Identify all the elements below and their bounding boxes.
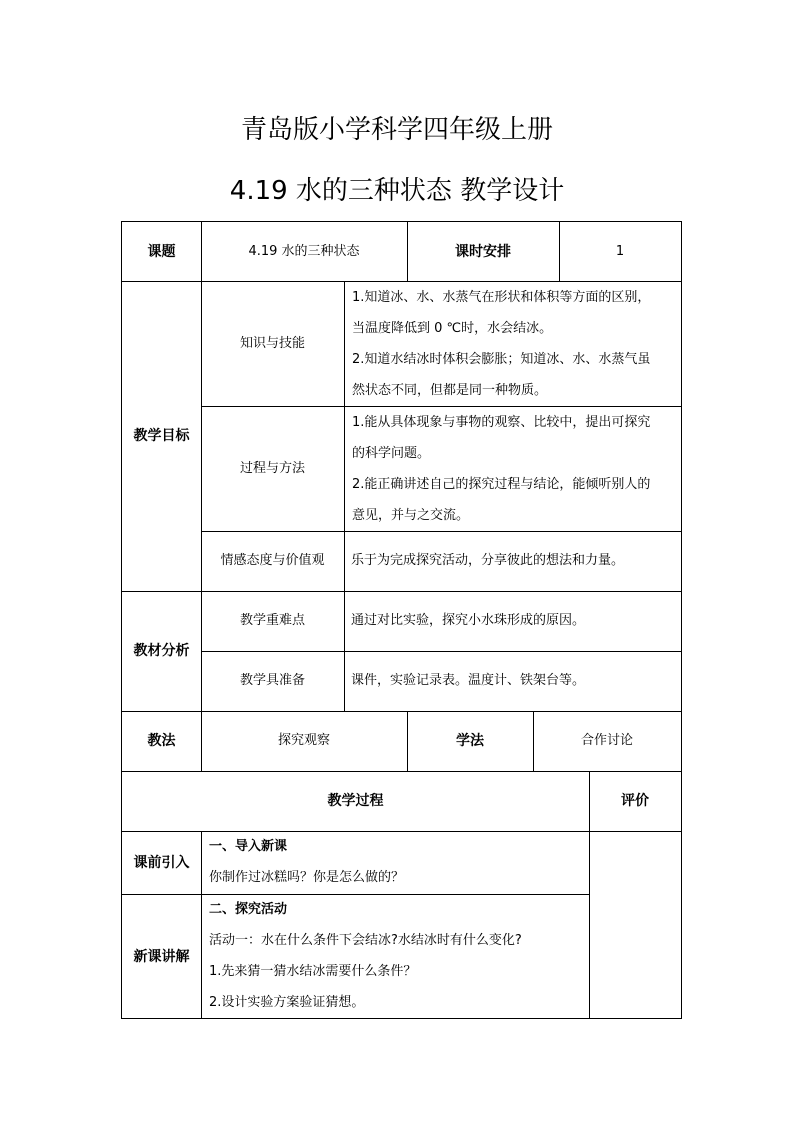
new-lesson-line: 2.设计实验方案验证猜想。 — [209, 995, 365, 1010]
new-lesson-heading: 二、探究活动 — [209, 902, 288, 917]
new-lesson-line: 1.先来猜一猜水结冰需要什么条件？ — [209, 964, 417, 979]
learning-method-label: 学法 — [456, 733, 484, 749]
table-rule — [533, 711, 534, 772]
process-header-label: 教学过程 — [327, 793, 384, 809]
schedule-value: 1 — [615, 243, 625, 259]
table-border-outer — [681, 221, 682, 1019]
table-rule — [201, 406, 682, 407]
table-rule — [344, 281, 345, 712]
table-rule — [121, 711, 682, 712]
teaching-method-value: 探究观察 — [277, 733, 330, 748]
key-points-label: 教学重难点 — [239, 613, 305, 628]
table-rule — [201, 711, 202, 772]
topic-value: 4.19 水的三种状态 — [248, 243, 360, 259]
table-rule — [121, 831, 682, 832]
intro-label: 课前引入 — [133, 854, 190, 871]
table-rule — [201, 531, 682, 532]
table-rule — [201, 281, 202, 712]
intro-heading: 一、导入新课 — [209, 839, 288, 854]
table-rule — [589, 771, 590, 1019]
table-rule — [407, 711, 408, 772]
schedule-label: 课时安排 — [455, 243, 511, 260]
process-line: 的科学问题。 — [352, 446, 431, 461]
key-points-content: 通过对比实验，探究小水珠形成的原因。 — [351, 613, 586, 628]
new-lesson-content — [201, 894, 589, 1019]
topic-label: 课题 — [147, 243, 176, 260]
knowledge-line: 2.知道水结冰时体积会膨胀；知道冰、水、水蒸气虽 — [352, 352, 651, 367]
table-rule — [559, 221, 560, 282]
process-line: 意见，并与之交流。 — [352, 508, 470, 523]
attitude-label: 情感态度与价值观 — [220, 553, 325, 568]
table-rule — [121, 771, 682, 772]
document-title: 青岛版小学科学四年级上册 — [240, 115, 553, 145]
table-rule — [121, 591, 682, 592]
teaching-method-label: 教法 — [147, 733, 176, 749]
table-rule — [201, 651, 682, 652]
evaluation-header-label: 评价 — [621, 793, 649, 809]
table-rule — [121, 281, 682, 282]
table-border-outer — [121, 1018, 682, 1019]
new-lesson-label: 新课讲解 — [133, 948, 190, 965]
analysis-label: 教材分析 — [133, 643, 190, 659]
new-lesson-line: 活动一：水在什么条件下会结冰?水结冰时有什么变化? — [209, 933, 522, 948]
table-border-outer — [121, 221, 682, 222]
objectives-label: 教学目标 — [133, 428, 190, 444]
knowledge-content — [344, 282, 681, 406]
table-rule — [121, 894, 589, 895]
table-rule — [407, 221, 408, 282]
process-content — [344, 407, 681, 531]
preparation-content: 课件，实验记录表。温度计、铁架台等。 — [351, 673, 586, 688]
attitude-content: 乐于为完成探究活动，分享彼此的想法和力量。 — [351, 553, 625, 568]
document-subtitle: 4.19 水的三种状态 教学设计 — [229, 176, 565, 206]
knowledge-line: 然状态不同，但都是同一种物质。 — [352, 383, 548, 398]
process-line: 1.能从具体现象与事物的观察、比较中，提出可探究 — [352, 415, 651, 430]
learning-method-value: 合作讨论 — [580, 733, 633, 748]
intro-content — [201, 831, 589, 894]
knowledge-line: 当温度降低到 0 ℃时，水会结冰。 — [352, 321, 553, 336]
preparation-label: 教学具准备 — [239, 673, 305, 688]
knowledge-line: 1.知道冰、水、水蒸气在形状和体积等方面的区别， — [352, 290, 651, 305]
intro-line: 你制作过冰糕吗？你是怎么做的？ — [209, 870, 405, 885]
table-rule — [201, 831, 202, 1019]
table-rule — [201, 221, 202, 282]
table-border-outer — [121, 221, 122, 1019]
process-label: 过程与方法 — [239, 460, 305, 476]
process-line: 2.能正确讲述自己的探究过程与结论，能倾听别人的 — [352, 477, 651, 492]
knowledge-label: 知识与技能 — [239, 335, 305, 351]
